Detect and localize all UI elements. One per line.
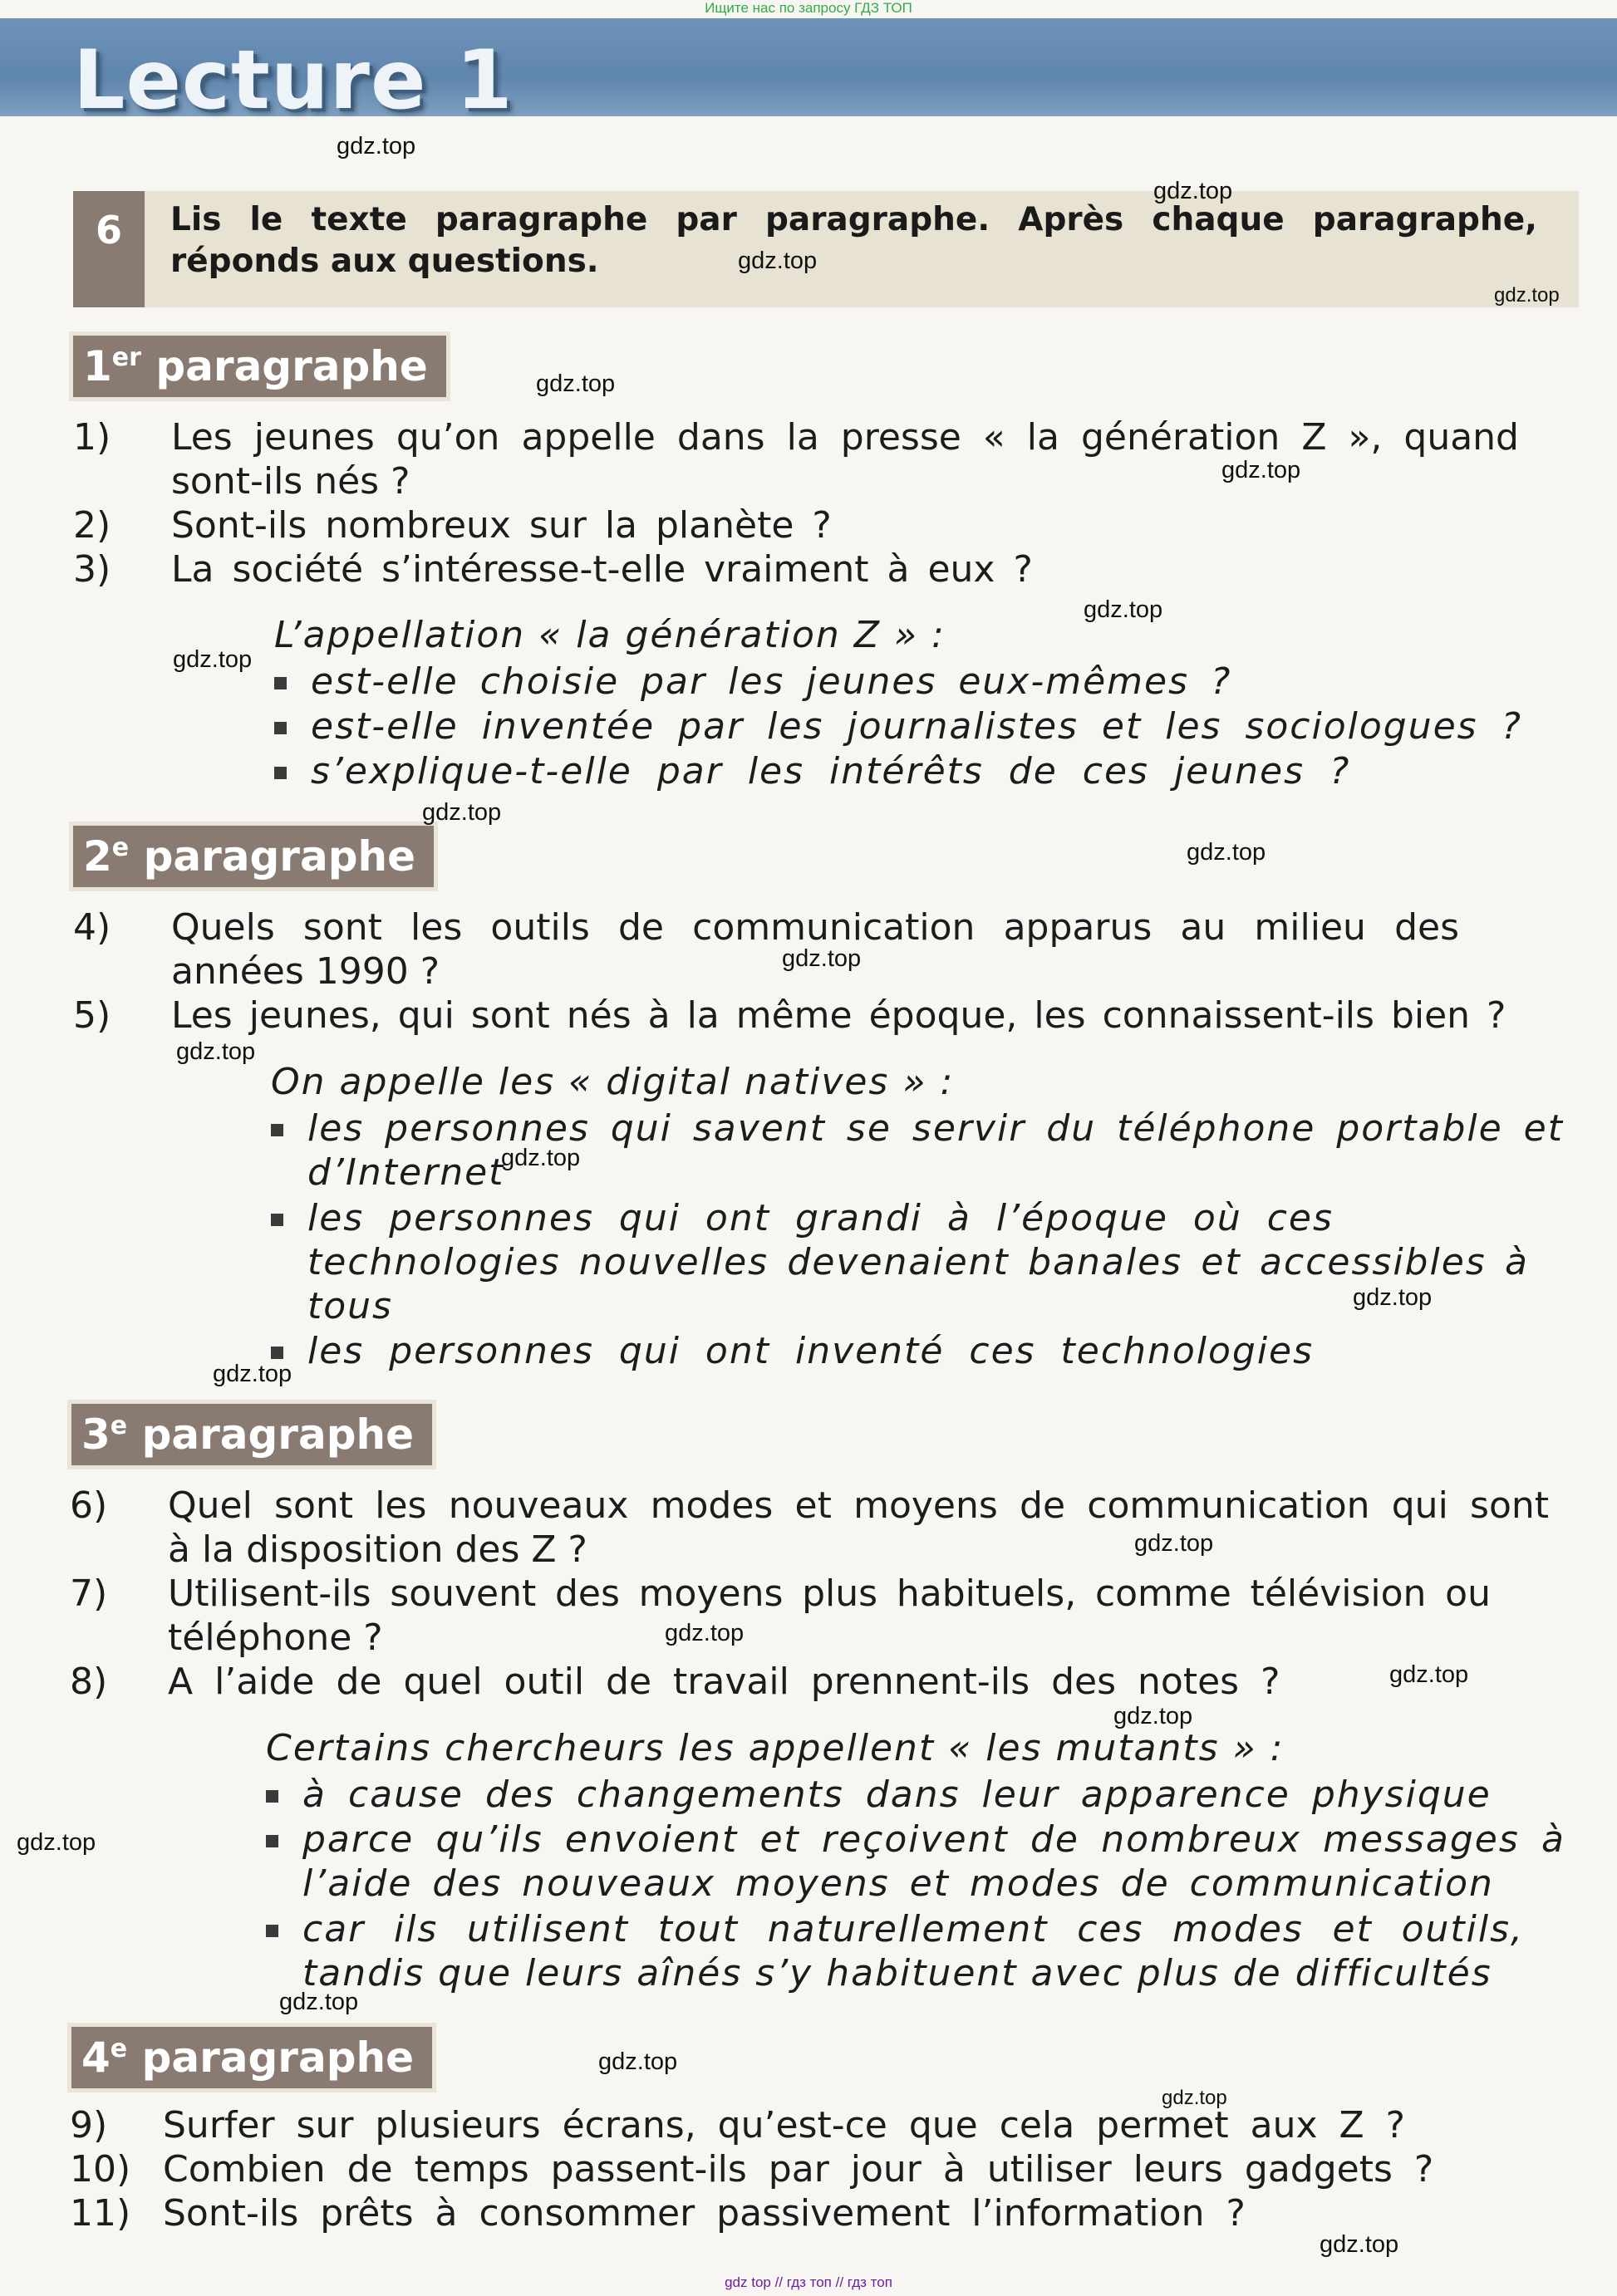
watermark: gdz.top	[1389, 1661, 1469, 1688]
badge-sup: e	[110, 2034, 128, 2063]
question-number: 10)	[70, 2148, 131, 2191]
section-badge-2	[73, 826, 434, 887]
watermark: gdz.top	[337, 133, 416, 159]
option-text-cont: d’Internet	[307, 1151, 505, 1194]
question-text: Surfer sur plusieurs écrans, qu’est-ce que cela permet aux Z ?	[163, 2104, 1405, 2146]
question-text: Quels sont les outils de communication apparus au milieu des	[171, 906, 1459, 949]
badge-sup: er	[111, 343, 141, 372]
option-text: est-elle choisie par les jeunes eux-mêmes ?	[311, 660, 1232, 703]
question-text-cont: téléphone ?	[168, 1617, 383, 1659]
question-text: Les jeunes qu’on appelle dans la presse « la génération Z », quand	[171, 416, 1519, 459]
badge-sup: e	[111, 833, 130, 862]
watermark: gdz.top	[598, 2048, 678, 2075]
bullet-square-icon	[271, 1214, 283, 1226]
question-number: 8)	[70, 1661, 108, 1703]
watermark: gdz.top	[279, 1989, 359, 2015]
watermark: gdz.top	[176, 1038, 256, 1065]
question-text: La société s’intéresse-t-elle vraiment à eux ?	[171, 548, 1033, 591]
watermark: gdz.top	[17, 1829, 96, 1856]
watermark: gdz.top	[1162, 2087, 1227, 2109]
watermark: gdz.top	[213, 1361, 292, 1387]
badge-word: paragraphe	[143, 832, 415, 881]
options-intro: On appelle les « digital natives » :	[271, 1061, 955, 1103]
option-text: parce qu’ils envoient et reçoivent de nombreux messages à	[302, 1818, 1565, 1861]
watermark: gdz.top	[173, 646, 253, 673]
watermark: gdz.top	[536, 370, 616, 397]
badge-number: 3	[81, 1410, 111, 1459]
option-text: les personnes qui ont grandi à l’époque où ces	[307, 1197, 1334, 1239]
bullet-square-icon	[274, 767, 287, 779]
bullet-square-icon	[271, 1124, 283, 1136]
option-text: les personnes qui savent se servir du téléphone portable et	[307, 1107, 1564, 1150]
question-text-cont: à la disposition des Z ?	[168, 1528, 587, 1571]
watermark: gdz.top	[501, 1145, 581, 1171]
watermark: gdz.top	[665, 1620, 745, 1646]
watermark: gdz.top	[1221, 457, 1301, 483]
question-text-cont: sont-ils nés ?	[171, 460, 410, 503]
section-badge-1	[73, 336, 446, 397]
watermark: gdz.top	[1134, 1530, 1214, 1557]
question-text: Les jeunes, qui sont nés à la même époque, les connaissent-ils bien ?	[171, 994, 1506, 1037]
badge-sup: e	[110, 1411, 128, 1440]
option-text: s’explique-t-elle par les intérêts de ces jeunes ?	[311, 750, 1351, 792]
bullet-square-icon	[271, 1347, 283, 1359]
option-text: est-elle inventée par les journalistes et les sociologues ?	[311, 705, 1522, 748]
question-number: 11)	[70, 2192, 131, 2235]
question-number: 7)	[70, 1572, 108, 1615]
bullet-square-icon	[274, 722, 287, 734]
watermark: gdz.top	[1494, 284, 1560, 307]
question-number: 2)	[73, 504, 111, 547]
question-number: 9)	[70, 2104, 108, 2146]
question-number: 1)	[73, 416, 111, 459]
option-text: car ils utilisent tout naturellement ces modes et outils,	[302, 1908, 1524, 1950]
question-text: Sont-ils prêts à consommer passivement l’information ?	[163, 2192, 1246, 2235]
question-text: Combien de temps passent-ils par jour à utiliser leurs gadgets ?	[163, 2148, 1434, 2191]
bullet-square-icon	[266, 1790, 278, 1803]
options-intro: L’appellation « la génération Z » :	[274, 614, 946, 656]
option-text-cont: technologies nouvelles devenaient banales et accessibles à	[307, 1241, 1529, 1283]
page-title: Lecture 1	[73, 33, 514, 128]
watermark: gdz.top	[738, 248, 818, 274]
task-number: 6	[73, 191, 145, 307]
badge-number: 2	[83, 832, 112, 881]
question-text: Utilisent-ils souvent des moyens plus habituels, comme télévision ou	[168, 1572, 1491, 1615]
badge-word: paragraphe	[155, 342, 428, 390]
question-number: 4)	[73, 906, 111, 949]
options-intro: Certains chercheurs les appellent « les mutants » :	[266, 1727, 1285, 1769]
bullet-square-icon	[266, 1835, 278, 1847]
bullet-square-icon	[274, 677, 287, 689]
option-text: les personnes qui ont inventé ces technologies	[307, 1330, 1315, 1372]
section-badge-4	[71, 2027, 432, 2088]
badge-word: paragraphe	[141, 2034, 414, 2082]
badge-word: paragraphe	[141, 1410, 414, 1459]
watermark: gdz.top	[1113, 1703, 1193, 1729]
option-text-cont: tandis que leurs aînés s’y habituent avec plus de difficultés	[302, 1952, 1492, 1994]
watermark: gdz.top	[1353, 1284, 1433, 1311]
question-number: 3)	[73, 548, 111, 591]
watermark: gdz.top	[1187, 839, 1266, 866]
watermark: gdz.top	[1084, 596, 1163, 623]
question-number: 6)	[70, 1484, 108, 1527]
section-badge-3	[71, 1404, 432, 1465]
watermark: gdz.top	[1320, 2231, 1399, 2258]
badge-number: 1	[83, 342, 112, 390]
option-text: à cause des changements dans leur apparence physique	[302, 1774, 1492, 1816]
bullet-square-icon	[266, 1925, 278, 1937]
watermark: gdz.top	[782, 945, 862, 972]
question-text: A l’aide de quel outil de travail prennent-ils des notes ?	[168, 1661, 1280, 1703]
question-text: Quel sont les nouveaux modes et moyens de communication qui sont	[168, 1484, 1549, 1527]
bottom-banner: gdz top // гдз топ // гдз топ	[725, 2274, 892, 2290]
task-instruction: Lis le texte paragraphe par paragraphe. Après chaque paragraphe, réponds aux questions.	[170, 201, 1537, 280]
watermark: gdz.top	[1153, 178, 1233, 204]
top-banner: Ищите нас по запросу ГДЗ ТОП	[705, 0, 912, 16]
watermark: gdz.top	[422, 799, 502, 826]
question-text-cont: années 1990 ?	[171, 950, 440, 993]
badge-number: 4	[81, 2034, 111, 2082]
question-number: 5)	[73, 994, 111, 1037]
option-text-cont: tous	[307, 1285, 393, 1327]
question-text: Sont-ils nombreux sur la planète ?	[171, 504, 832, 547]
option-text-cont: l’aide des nouveaux moyens et modes de communication	[302, 1862, 1494, 1905]
